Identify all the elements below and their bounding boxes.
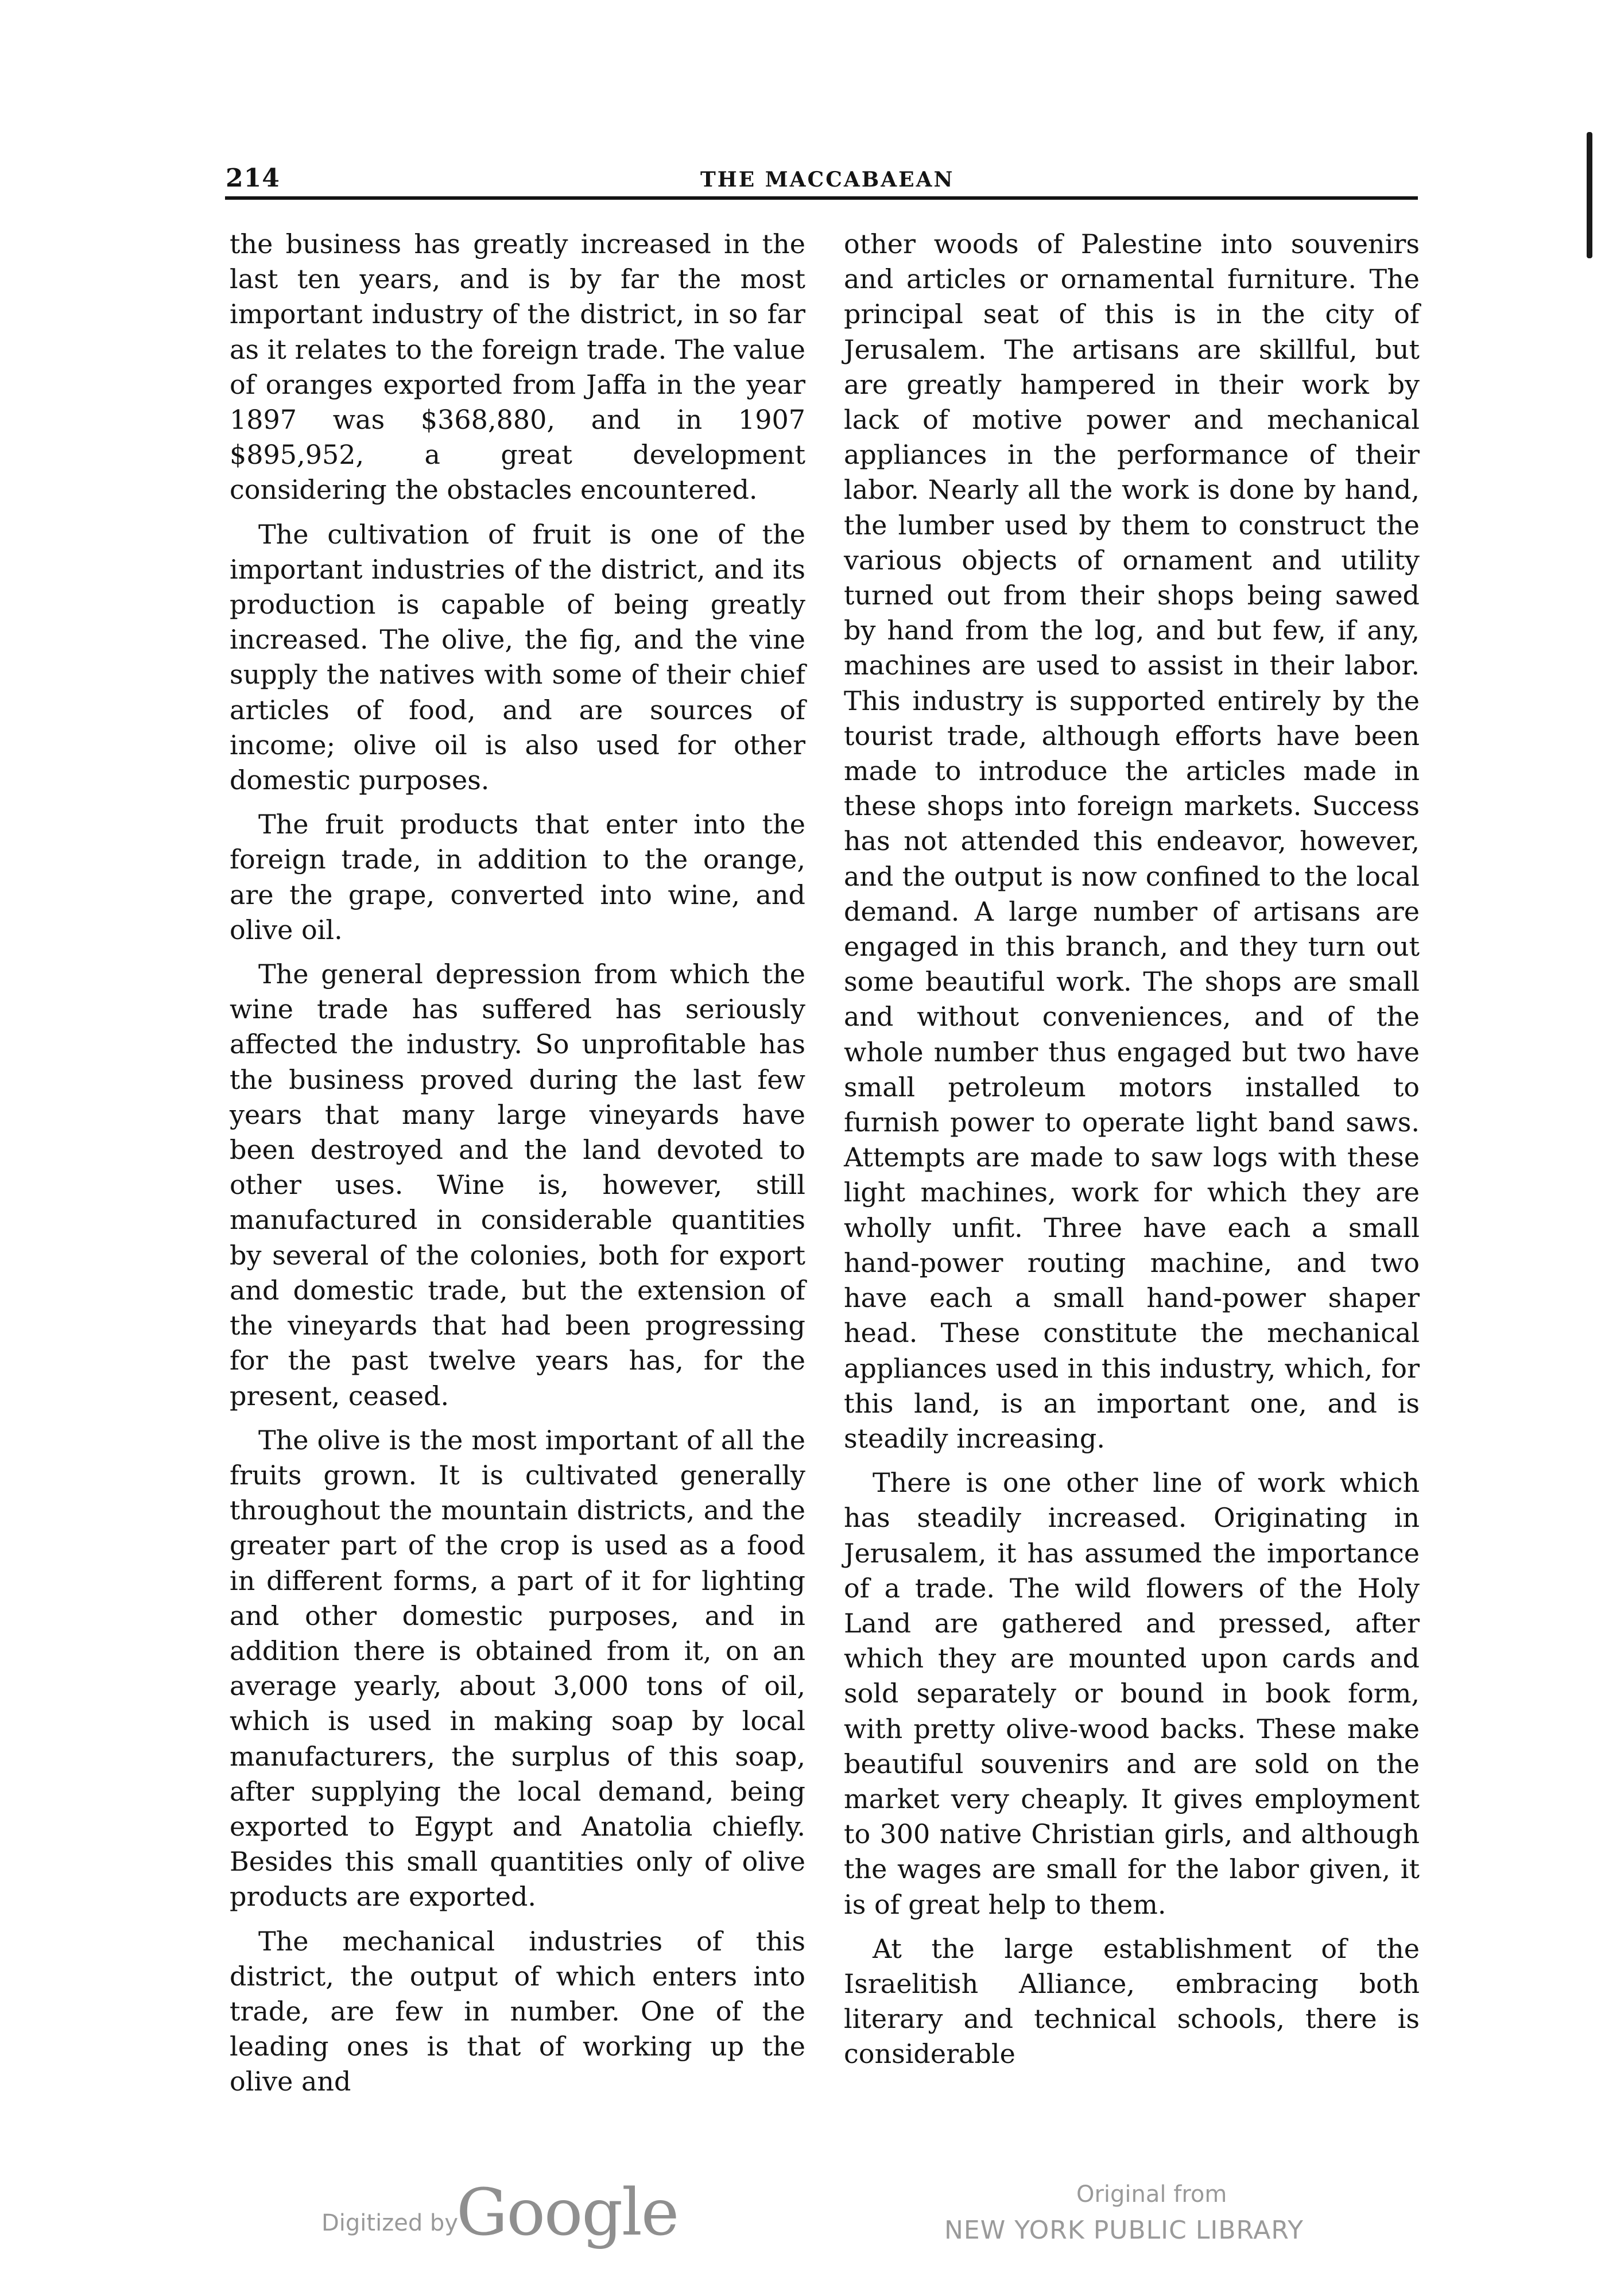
left-paragraph-5: The olive is the most important of all the fruits grown. It is cultivated generally throughout the mountain districts, and the greater part of the crop is used as a food in different forms, a part of it for lighting and other domestic purposes, and in addition there is obtained from it, on an average yearly, about 3,000 tons of oil, which is used in making soap by local manufacturers, the surplus of this soap, after supplying the local demand, being exported to Egypt and Anatolia chiefly. Besides this small quantities only of olive products are exported. [230, 1424, 805, 1913]
right-paragraph-2: There is one other line of work which has steadily increased. Originating in Jerusalem, it has assumed the importance of a trade. The wild flowers of the Holy Land are gathered and pressed, after which they are mounted upon cards and sold separately or bound in book form, with pretty olive-wood backs. These make beautiful souvenirs and are sold on the market very cheaply. It gives employment to 300 native Christian girls, and although the wages are small for the labor given, it is of great help to them. [844, 1467, 1420, 1920]
google-logo: Google [456, 2175, 679, 2250]
left-column [230, 227, 805, 2109]
left-paragraph-3: The fruit products that enter into the foreign trade, in addition to the orange, are the grape, converted into wine, and olive oil. [230, 809, 805, 945]
running-title: THE MACCABAEAN [700, 168, 955, 192]
digitized-by-label: Digitized by [321, 2210, 458, 2236]
left-paragraph-2: The cultivation of fruit is one of the important industries of the district, and its production is capable of being greatly increased. The olive, the fig, and the vine supply the natives with some of their chief articles of food, and are sources of income; olive oil is also used for other domestic purposes. [230, 518, 805, 796]
library-name: NEW YORK PUBLIC LIBRARY [944, 2216, 1304, 2245]
left-paragraph-4: The general depression from which the wine trade has suffered has seriously affected the industry. So unprofitable has the business proved during the last few years that many large vineyards have been destroyed and the land devoted to other uses. Wine is, however, still manufactured in considerable quantities by several of the colonies, both for export and domestic trade, but the extension of the vineyards that had been progressing for the past twelve years has, for the present, ceased. [230, 959, 805, 1411]
left-paragraph-1: the business has greatly increased in the last ten years, and is by far the most important industry of the district, in so far as it relates to the foreign trade. The value of oranges exported from Jaffa in the year 1897 was $368,880, and in 1907 $895,952, a great development considering the obstacles encountered. [230, 228, 805, 506]
page-number: 214 [226, 164, 280, 193]
right-paragraph-3: At the large establishment of the Israelitish Alliance, embracing both literary and technical schools, there is considerable [844, 1933, 1420, 2070]
header-rule [225, 196, 1418, 200]
right-paragraph-1: other woods of Palestine into souvenirs and articles or ornamental furniture. The principal seat of this is in the city of Jerusalem. The artisans are skillful, but are greatly hampered in their work by lack of motive power and mechanical appliances in the performance of their labor. Nearly all the work is done by hand, the lumber used by them to construct the various objects of ornament and utility turned out from their shops being sawed by hand from the log, and but few, if any, machines are used to assist in their labor. This industry is supported entirely by the tourist trade, although efforts have been made to introduce the articles made in these shops into foreign markets. Success has not attended this endeavor, however, and the output is now confined to the local demand. A large number of artisans are engaged in this branch, and they turn out some beautiful work. The shops are small and without conveniences, and of the whole number thus engaged but two have small petroleum motors installed to furnish power to operate light band saws. Attempts are made to saw logs with these light machines, work for which they are wholly unfit. Three have each a small hand-power routing machine, and two have each a small hand-power shaper head. These constitute the mechanical appliances used in this industry, which, for this land, is an important one, and is steadily increasing. [844, 228, 1420, 1454]
original-from-label: Original from [1076, 2181, 1227, 2208]
scan-edge-mark [1587, 132, 1592, 258]
right-column [844, 227, 1420, 2081]
left-paragraph-6: The mechanical industries of this district, the output of which enters into trade, are few in number. One of the leading ones is that of working up the olive and [230, 1925, 805, 2097]
